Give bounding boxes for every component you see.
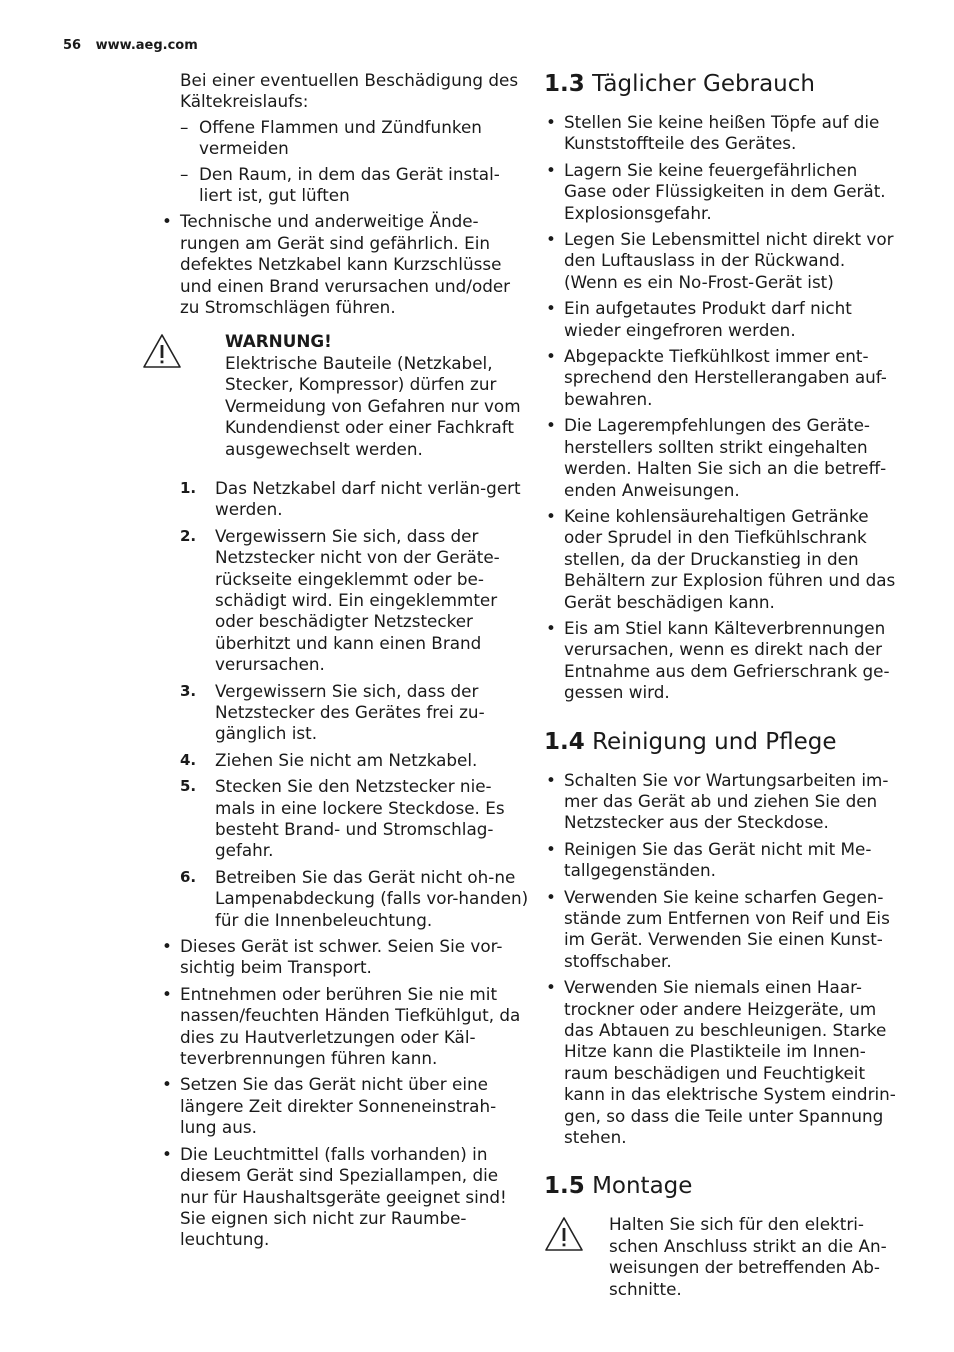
step-text: Ziehen Sie nicht am Netzkabel. bbox=[215, 749, 478, 770]
bullet-item: • Ein aufgetautes Produkt darf nicht wieder eingefroren werden. bbox=[544, 298, 904, 341]
dash-list bbox=[180, 117, 530, 207]
bullet-item: • Keine kohlensäurehaltigen Getränke oder Sprudel in den Tiefkühlschrank stellen, da der Druckanstieg in den Behältern zur Explosion führen und das Gerät beschädigen kann. bbox=[544, 506, 904, 613]
section-heading-1-3: 1.3 Täglicher Gebrauch bbox=[544, 71, 815, 97]
bullet-item: • Stellen Sie keine heißen Töpfe auf die Kunststoffteile des Gerätes. bbox=[544, 112, 904, 155]
right-column bbox=[544, 70, 904, 1318]
bullet-item: • Setzen Sie das Gerät nicht über eine längere Zeit direkter Sonneneinstrah-lung aus. bbox=[160, 1074, 530, 1138]
bullet-list bbox=[544, 770, 904, 1149]
bullet-item: • Lagern Sie keine feuergefährlichen Gase oder Flüssigkeiten in dem Gerät. Explosionsgefahr. bbox=[544, 160, 904, 224]
step-item bbox=[160, 478, 530, 521]
step-text: Das Netzkabel darf nicht verlän-gert werden. bbox=[215, 477, 521, 520]
bullet-item: • Schalten Sie vor Wartungsarbeiten im-mer das Gerät ab und ziehen Sie den Netzstecker aus der Steckdose. bbox=[544, 770, 904, 834]
bullet-item: • Verwenden Sie keine scharfen Gegen-stände zum Entfernen von Reif und Eis im Gerät. Verwenden Sie einen Kunst-stoffschaber. bbox=[544, 887, 904, 973]
step-item bbox=[160, 776, 530, 862]
bullet-list bbox=[160, 936, 530, 1251]
bullet-item: • Dieses Gerät ist schwer. Seien Sie vor-sichtig beim Transport. bbox=[160, 936, 530, 979]
bullet-item: • Die Lagerempfehlungen des Geräte-herstellers sollten strikt eingehalten werden. Halten Sie sich an die betreff-enden Anweisungen. bbox=[544, 415, 904, 501]
dash-item: – Offene Flammen und Zündfunken vermeiden bbox=[180, 117, 530, 160]
bullet-item: • Entnehmen oder berühren Sie nie mit nassen/feuchten Händen Tiefkühlgut, da dies zu Hautverletzungen oder Käl-teverbrennungen führen kann. bbox=[160, 984, 530, 1070]
step-number: 2. bbox=[180, 526, 197, 545]
bullet-item: • Technische und anderweitige Ände-rungen am Gerät sind gefährlich. Ein defektes Netzkabel kann Kurzschlüsse und einen Brand verursachen und/oder zu Stromschlägen führen. bbox=[160, 211, 530, 318]
bullet-list bbox=[160, 211, 530, 318]
intro-text: Bei einer eventuellen Beschädigung des Kältekreislaufs: bbox=[180, 70, 519, 112]
website-url[interactable]: www.aeg.com bbox=[95, 38, 198, 53]
step-text: Vergewissern Sie sich, dass der Netzstecker des Gerätes frei zu-gänglich ist. bbox=[215, 680, 485, 744]
dash-item: – Den Raum, in dem das Gerät instal-liert ist, gut lüften bbox=[180, 164, 530, 207]
warning-box bbox=[160, 331, 530, 459]
numbered-steps bbox=[160, 478, 530, 931]
step-text: Vergewissern Sie sich, dass der Netzstecker nicht von der Geräte-rückseite eingeklemmt oder be-schädigt wird. Ein eingeklemmter oder beschädigter Netzstecker überhitzt und kann einen Brand verursachen. bbox=[215, 525, 500, 675]
section-heading-1-5: 1.5 Montage bbox=[544, 1173, 693, 1200]
warning-title: WARNUNG! bbox=[225, 331, 332, 352]
page-number: 56 bbox=[63, 38, 82, 53]
step-item bbox=[160, 681, 530, 745]
warning-text: Halten Sie sich für den elektri-schen Anschluss strikt an die An-weisungen der betreffenden Ab-schnitte. bbox=[609, 1214, 887, 1299]
bullet-item: • Abgepackte Tiefkühlkost immer ent-sprechend den Herstellerangaben auf-bewahren. bbox=[544, 346, 904, 410]
bullet-item: • Die Leuchtmittel (falls vorhanden) in diesem Gerät sind Speziallampen, die nur für Haushaltsgeräte geeignet sind! Sie eignen sich nicht zur Raumbe-leuchtung. bbox=[160, 1144, 530, 1251]
bullet-item: • Verwenden Sie niemals einen Haar-trockner oder andere Heizgeräte, um das Abtauen zu beschleunigen. Starke Hitze kann die Plastikteile im Innen-raum beschädigen und Feuchtigkeit kann in das elektrische System eindrin-gen, so dass die Teile unter Spannung stehen. bbox=[544, 977, 904, 1148]
step-number: 6. bbox=[180, 867, 197, 886]
step-number: 1. bbox=[180, 478, 197, 497]
step-item bbox=[160, 526, 530, 676]
step-item bbox=[160, 867, 530, 931]
bullet-list bbox=[544, 112, 904, 704]
warning-text: Elektrische Bauteile (Netzkabel, Stecker, Kompressor) dürfen zur Vermeidung von Gefahren nur vom Kundendienst oder einer Fachkraft ausgewechselt werden. bbox=[225, 352, 521, 459]
bullet-item: • Reinigen Sie das Gerät nicht mit Me-tallgegenständen. bbox=[544, 839, 904, 882]
section-heading-1-4: 1.4 Reinigung und Pflege bbox=[544, 728, 837, 755]
bullet-item: • Eis am Stiel kann Kälteverbrennungen verursachen, wenn es direkt nach der Entnahme aus dem Gefrierschrank ge-gessen wird. bbox=[544, 618, 904, 704]
warning-triangle-icon bbox=[142, 333, 182, 369]
warning-triangle-icon bbox=[544, 1216, 584, 1252]
step-number: 5. bbox=[180, 777, 197, 796]
page-header bbox=[63, 38, 198, 53]
warning-box bbox=[544, 1214, 904, 1300]
step-number: 3. bbox=[180, 681, 197, 700]
left-column bbox=[160, 70, 530, 1256]
step-item bbox=[160, 750, 530, 771]
step-number: 4. bbox=[180, 750, 197, 769]
step-text: Betreiben Sie das Gerät nicht oh-ne Lampenabdeckung (falls vor-handen) für die Innenbeleuchtung. bbox=[215, 866, 529, 930]
bullet-item: • Legen Sie Lebensmittel nicht direkt vor den Luftauslass in der Rückwand. (Wenn es ein No-Frost-Gerät ist) bbox=[544, 229, 904, 293]
step-text: Stecken Sie den Netzstecker nie-mals in eine lockere Steckdose. Es besteht Brand- und Stromschlag-gefahr. bbox=[215, 776, 505, 861]
